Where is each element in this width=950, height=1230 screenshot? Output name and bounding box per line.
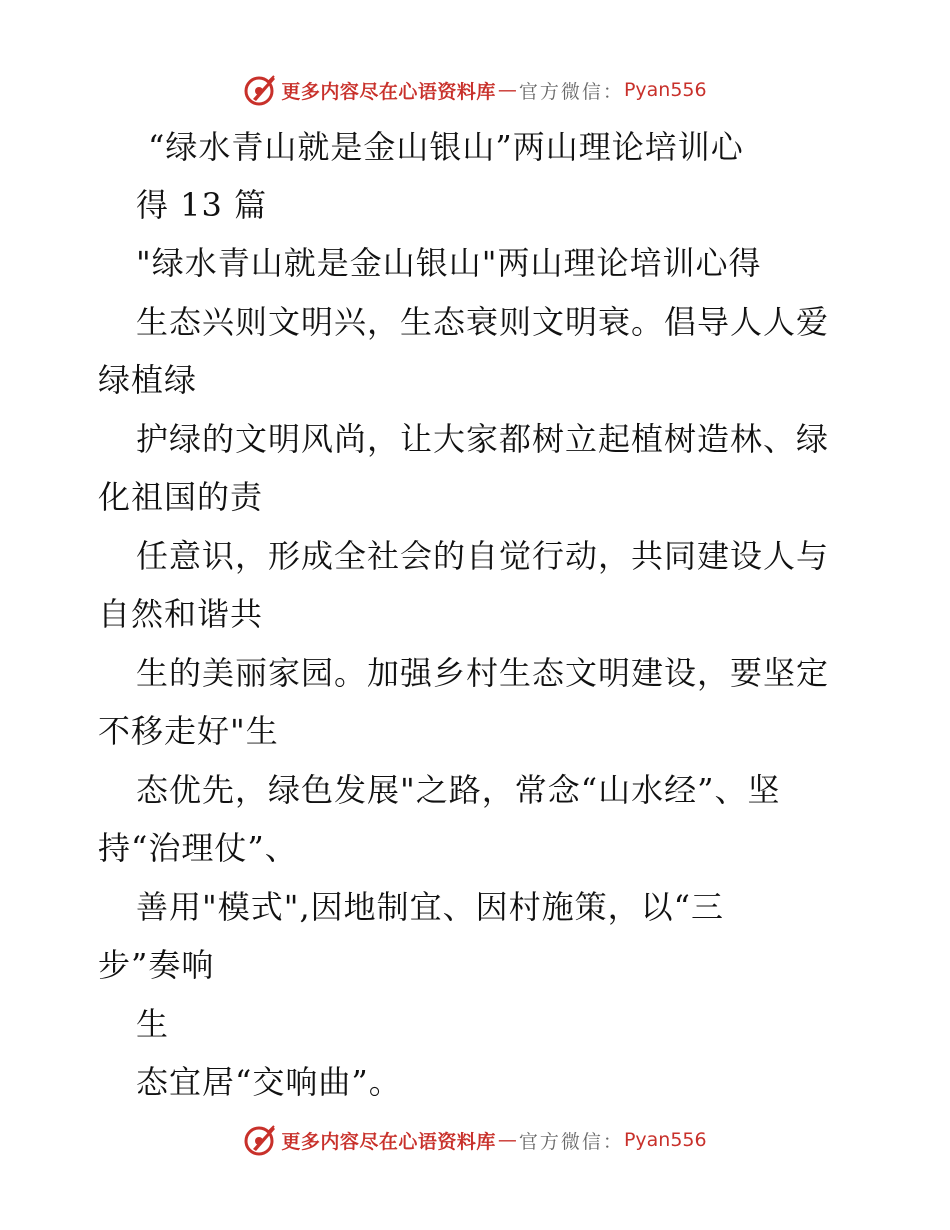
doc-paragraph-line: 生态兴则文明兴，生态衰则文明衰。倡导人人爱 xyxy=(136,303,830,341)
watermark-header xyxy=(0,72,950,108)
doc-paragraph-line: 持“治理仗”、 xyxy=(98,829,298,867)
watermark-label: 官方微信： xyxy=(518,80,624,103)
doc-title-line-2: 得 13 篇 xyxy=(136,186,268,224)
quill-logo-icon xyxy=(243,1123,277,1157)
quill-logo-icon xyxy=(243,73,277,107)
doc-paragraph-line: 化祖国的责 xyxy=(98,478,264,516)
watermark-footer xyxy=(0,1122,950,1158)
doc-paragraph-line: 态优先，绿色发展"之路，常念“山水经”、坚 xyxy=(136,771,781,809)
watermark-wechat-id: Pyan556 xyxy=(623,79,707,101)
doc-paragraph-line: 生的美丽家园。加强乡村生态文明建设，要坚定 xyxy=(136,654,830,692)
doc-title-line-1: “绿水青山就是金山银山”两山理论培训心 xyxy=(148,128,744,166)
doc-paragraph-line: 绿植绿 xyxy=(98,361,198,399)
doc-paragraph-line: 步”奏响 xyxy=(98,946,215,984)
watermark-dash: — xyxy=(497,1129,517,1151)
watermark-wechat-id: Pyan556 xyxy=(623,1129,707,1151)
doc-subtitle: "绿水青山就是金山银山"两山理论培训心得 xyxy=(136,244,762,282)
doc-paragraph-line: 态宜居“交响曲”。 xyxy=(136,1063,402,1101)
doc-paragraph-line: 不移走好"生 xyxy=(98,712,279,750)
doc-paragraph-line: 生 xyxy=(136,1005,170,1043)
doc-paragraph-line: 自然和谐共 xyxy=(98,595,264,633)
watermark-text: 更多内容尽在心语资料库 xyxy=(281,80,496,103)
doc-paragraph-line: 善用"模式",因地制宜、因村施策，以“三 xyxy=(136,888,724,926)
doc-paragraph-line: 护绿的文明风尚，让大家都树立起植树造林、绿 xyxy=(136,420,830,458)
watermark-text: 更多内容尽在心语资料库 xyxy=(281,1130,496,1153)
doc-paragraph-line: 任意识，形成全社会的自觉行动，共同建设人与 xyxy=(136,537,830,575)
watermark-label: 官方微信： xyxy=(518,1130,624,1153)
watermark-dash: — xyxy=(497,79,517,101)
